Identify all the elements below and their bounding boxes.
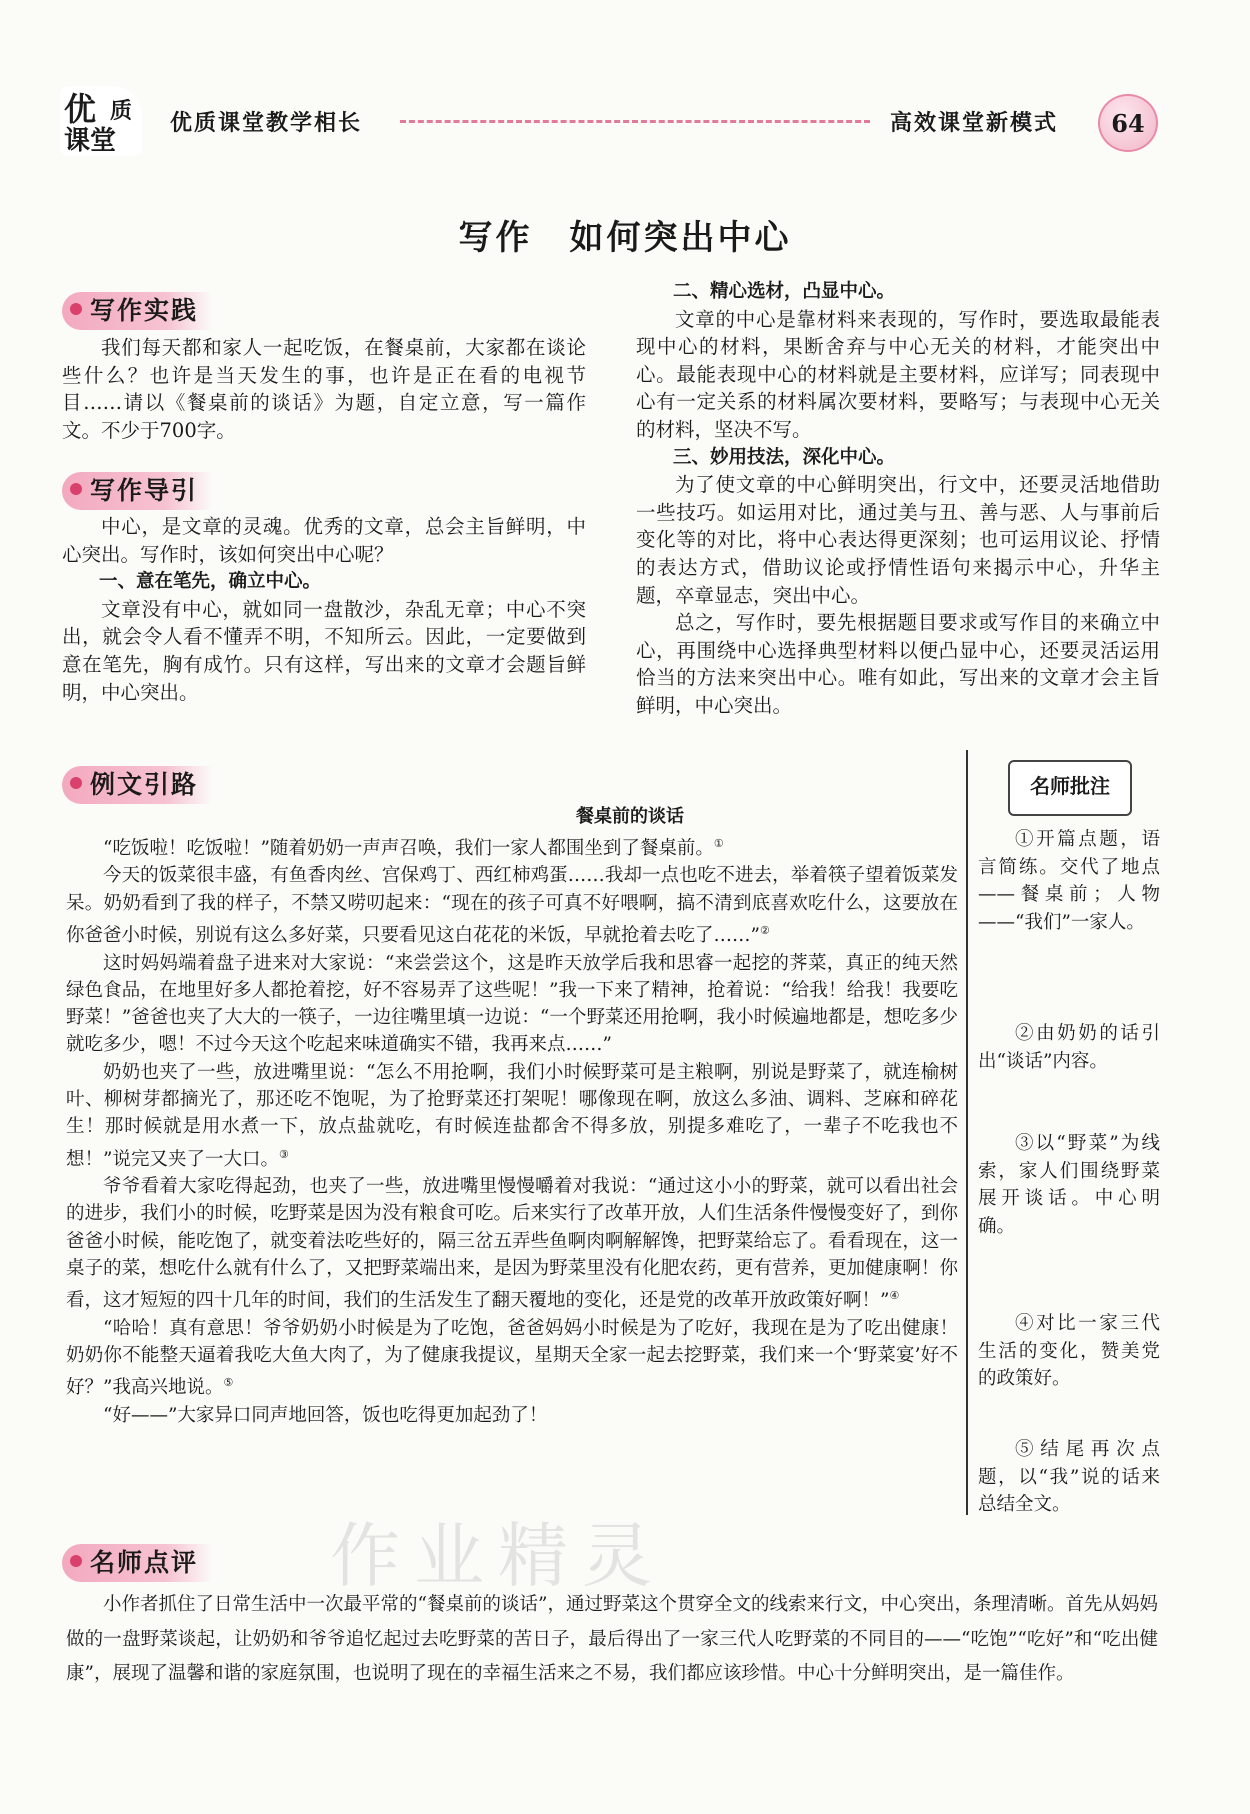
review-block [66,1588,1158,1692]
note-item-4: ④对比一家三代生活的变化，赞美党的政策好。 [978,1313,1160,1390]
guide-paragraph-3: 为了使文章的中心鲜明突出，行文中，还要灵活地借助一些技巧。如运用对比，通过美与丑、善与恶、人与事前后变化等的对比，将中心表达得更深刻；也可运用议论、抒情的表达方式，借助议论或抒情性语句来揭示中心，升华主题，卒章显志，突出中心。 [636,473,1160,607]
guide-heading-2: 二、精心选材，凸显中心。 [673,281,896,302]
note-item-3: ③以“野菜”为线索，家人们围绕野菜展开谈话。中心明确。 [978,1133,1160,1237]
logo-text-top: 优 [64,90,97,128]
essay-paragraph: 今天的饭菜很丰盛，有鱼香肉丝、宫保鸡丁、西红柿鸡蛋……我却一点也吃不进去，举着筷子望着饭菜发呆。奶奶看到了我的样子，不禁又唠叨起来：“现在的孩子可真不好喂啊，搞不清到底喜欢吃什么，这要放在你爸爸小时候，别说有这么多好菜，只要看见这白花花的米饭，早就抢着去吃了……”② [66,865,958,947]
watermark: 作业精灵 [330,1515,666,1597]
page-number: 64 [1098,94,1158,152]
guide-paragraph-2: 文章的中心是靠材料来表现的，写作时，要选取最能表现中心的材料，果断舍弃与中心无关的材料，才能突出中心。最能表现中心的材料就是主要材料，应详写；同表现中心有一定关系的材料属次要材料，要略写；与表现中心无关的材料，坚决不写。 [636,307,1160,441]
guide-left-block [62,513,586,706]
annotation-mark: ⑤ [223,1376,234,1390]
note-item-2: ②由奶奶的话引出“谈话”内容。 [978,1023,1160,1072]
section-label-practice: 写作实践 [62,292,212,330]
practice-text-block [62,334,586,444]
notes-label: 名师批注 [1008,760,1132,816]
practice-text: 我们每天都和家人一起吃饭，在餐桌前，大家都在谈论些什么？也许是当天发生的事，也许是正在看的电视节目……请以《餐桌前的谈话》为题，自定立意，写一篇作文。不少于700字。 [62,336,586,442]
guide-heading-1: 一、意在笔先，确立中心。 [99,571,322,593]
review-text: 小作者抓住了日常生活中一次最平常的“餐桌前的谈话”，通过野菜这个贯穿全文的线索来行文，中心突出，条理清晰。首先从妈妈做的一盘野菜谈起，让奶奶和爷爷追忆起过去吃野菜的苦日子，最后得出了一家三代人吃野菜的不同目的——“吃饱”“吃好”和“吃出健康”，展现了温馨和谐的家庭氛围，也说明了现在的幸福生活来之不易，我们都应该珍惜。中心十分鲜明突出，是一篇佳作。 [66,1594,1158,1685]
logo-text-bottom: 课堂 [64,126,117,156]
annotation-mark: ② [759,924,770,938]
annotation-mark: ① [713,837,724,850]
essay-title: 餐桌前的谈话 [576,806,684,827]
logo-text-side: 质 [110,99,133,124]
notes-divider [966,750,968,1515]
essay-paragraph: 爷爷看着大家吃得起劲，也夹了一些，放进嘴里慢慢嚼着对我说：“通过这小小的野菜，就可以看出社会的进步，我们小的时候，吃野菜是因为没有粮食可吃。后来实行了改革开放，人们生活条件慢慢变好了，到你爸爸小时候，能吃饱了，就变着法吃些好的，隔三岔五弄些鱼啊肉啊解解馋，把野菜给忘了。看看现在，这一桌子的菜，想吃什么就有什么了，又把野菜端出来，是因为野菜里没有化肥农药，更有营养，更加健康啊！你看，这才短短的四十几年的时间，我们的生活发生了翻天覆地的变化，还是党的改革开放政策好啊！”④ [66,1176,958,1312]
essay-paragraph: 奶奶也夹了一些，放进嘴里说：“怎么不用抢啊，我们小时候野菜可是主粮啊，别说是野菜了，就连榆树叶、柳树芽都摘光了，那还吃不饱呢，为了抢野菜还打架呢！哪像现在啊，放这么多油、调料、芝麻和碎花生！那时候就是用水煮一下，放点盐就吃，有时候连盐都舍不得多放，别提多难吃了，一辈子不吃我也不想！”说完又夹了一大口。③ [66,1061,958,1170]
annotation-mark: ④ [889,1289,900,1303]
guide-paragraph-4: 总之，写作时，要先根据题目要求或写作目的来确立中心，再围绕中心选择典型材料以便凸显中心，还要灵活运用恰当的方法来突出中心。唯有如此，写出来的文章才会主旨鲜明，中心突出。 [636,611,1160,717]
guide-right-block [636,278,1160,720]
section-label-example: 例文引路 [62,766,212,804]
header-left-slogan: 优质课堂教学相长 [170,111,363,136]
header-divider [400,120,870,123]
note-item-5: ⑤结尾再次点题，以“我”说的话来总结全文。 [978,1439,1160,1516]
essay-body [66,830,958,1429]
section-label-review: 名师点评 [62,1544,212,1582]
note-item-1: ①开篇点题，语言简练。交代了地点——餐桌前；人物——“我们”一家人。 [978,829,1160,933]
page-title: 写作 如何突出中心 [458,218,792,258]
essay-paragraph: 这时妈妈端着盘子进来对大家说：“来尝尝这个，这是昨天放学后我和思睿一起挖的荠菜，真正的纯天然绿色食品，在地里好多人都抢着挖，好不容易弄了这些呢！”我一下来了精神，抢着说：“给我！给我！我要吃野菜！”爸爸也夹了大大的一筷子，一边往嘴里填一边说：“一个野菜还用抢啊，我小时候遍地都是，想吃多少就吃多少，嗯！不过今天这个吃起来味道确实不错，我再来点……” [66,952,958,1056]
section-label-guide: 写作导引 [62,472,212,510]
essay-paragraph: “哈哈！真有意思！爷爷奶奶小时候是为了吃饱，爸爸妈妈小时候是为了吃好，我现在是为了吃出健康！奶奶你不能整天逼着我吃大鱼大肉了，为了健康我提议，星期天全家一起去挖野菜，我们来一个‘野菜宴’好不好？”我高兴地说。⑤ [66,1317,958,1399]
essay-paragraph: “好——”大家异口同声地回答，饭也吃得更加起劲了！ [103,1404,548,1426]
guide-heading-3: 三、妙用技法，深化中心。 [673,446,896,468]
essay-paragraph: “吃饭啦！吃饭啦！”随着奶奶一声声召唤，我们一家人都围坐到了餐桌前。① [103,837,724,860]
guide-paragraph-1: 文章没有中心，就如同一盘散沙，杂乱无章；中心不突出，就会令人看不懂弄不明，不知所云。因此，一定要做到意在笔先，胸有成竹。只有这样，写出来的文章才会题旨鲜明，中心突出。 [62,597,586,704]
guide-intro: 中心，是文章的灵魂。优秀的文章，总会主旨鲜明，中心突出。写作时，该如何突出中心呢？ [62,515,586,566]
header-right-slogan: 高效课堂新模式 [890,111,1059,136]
annotation-mark: ③ [278,1147,289,1161]
